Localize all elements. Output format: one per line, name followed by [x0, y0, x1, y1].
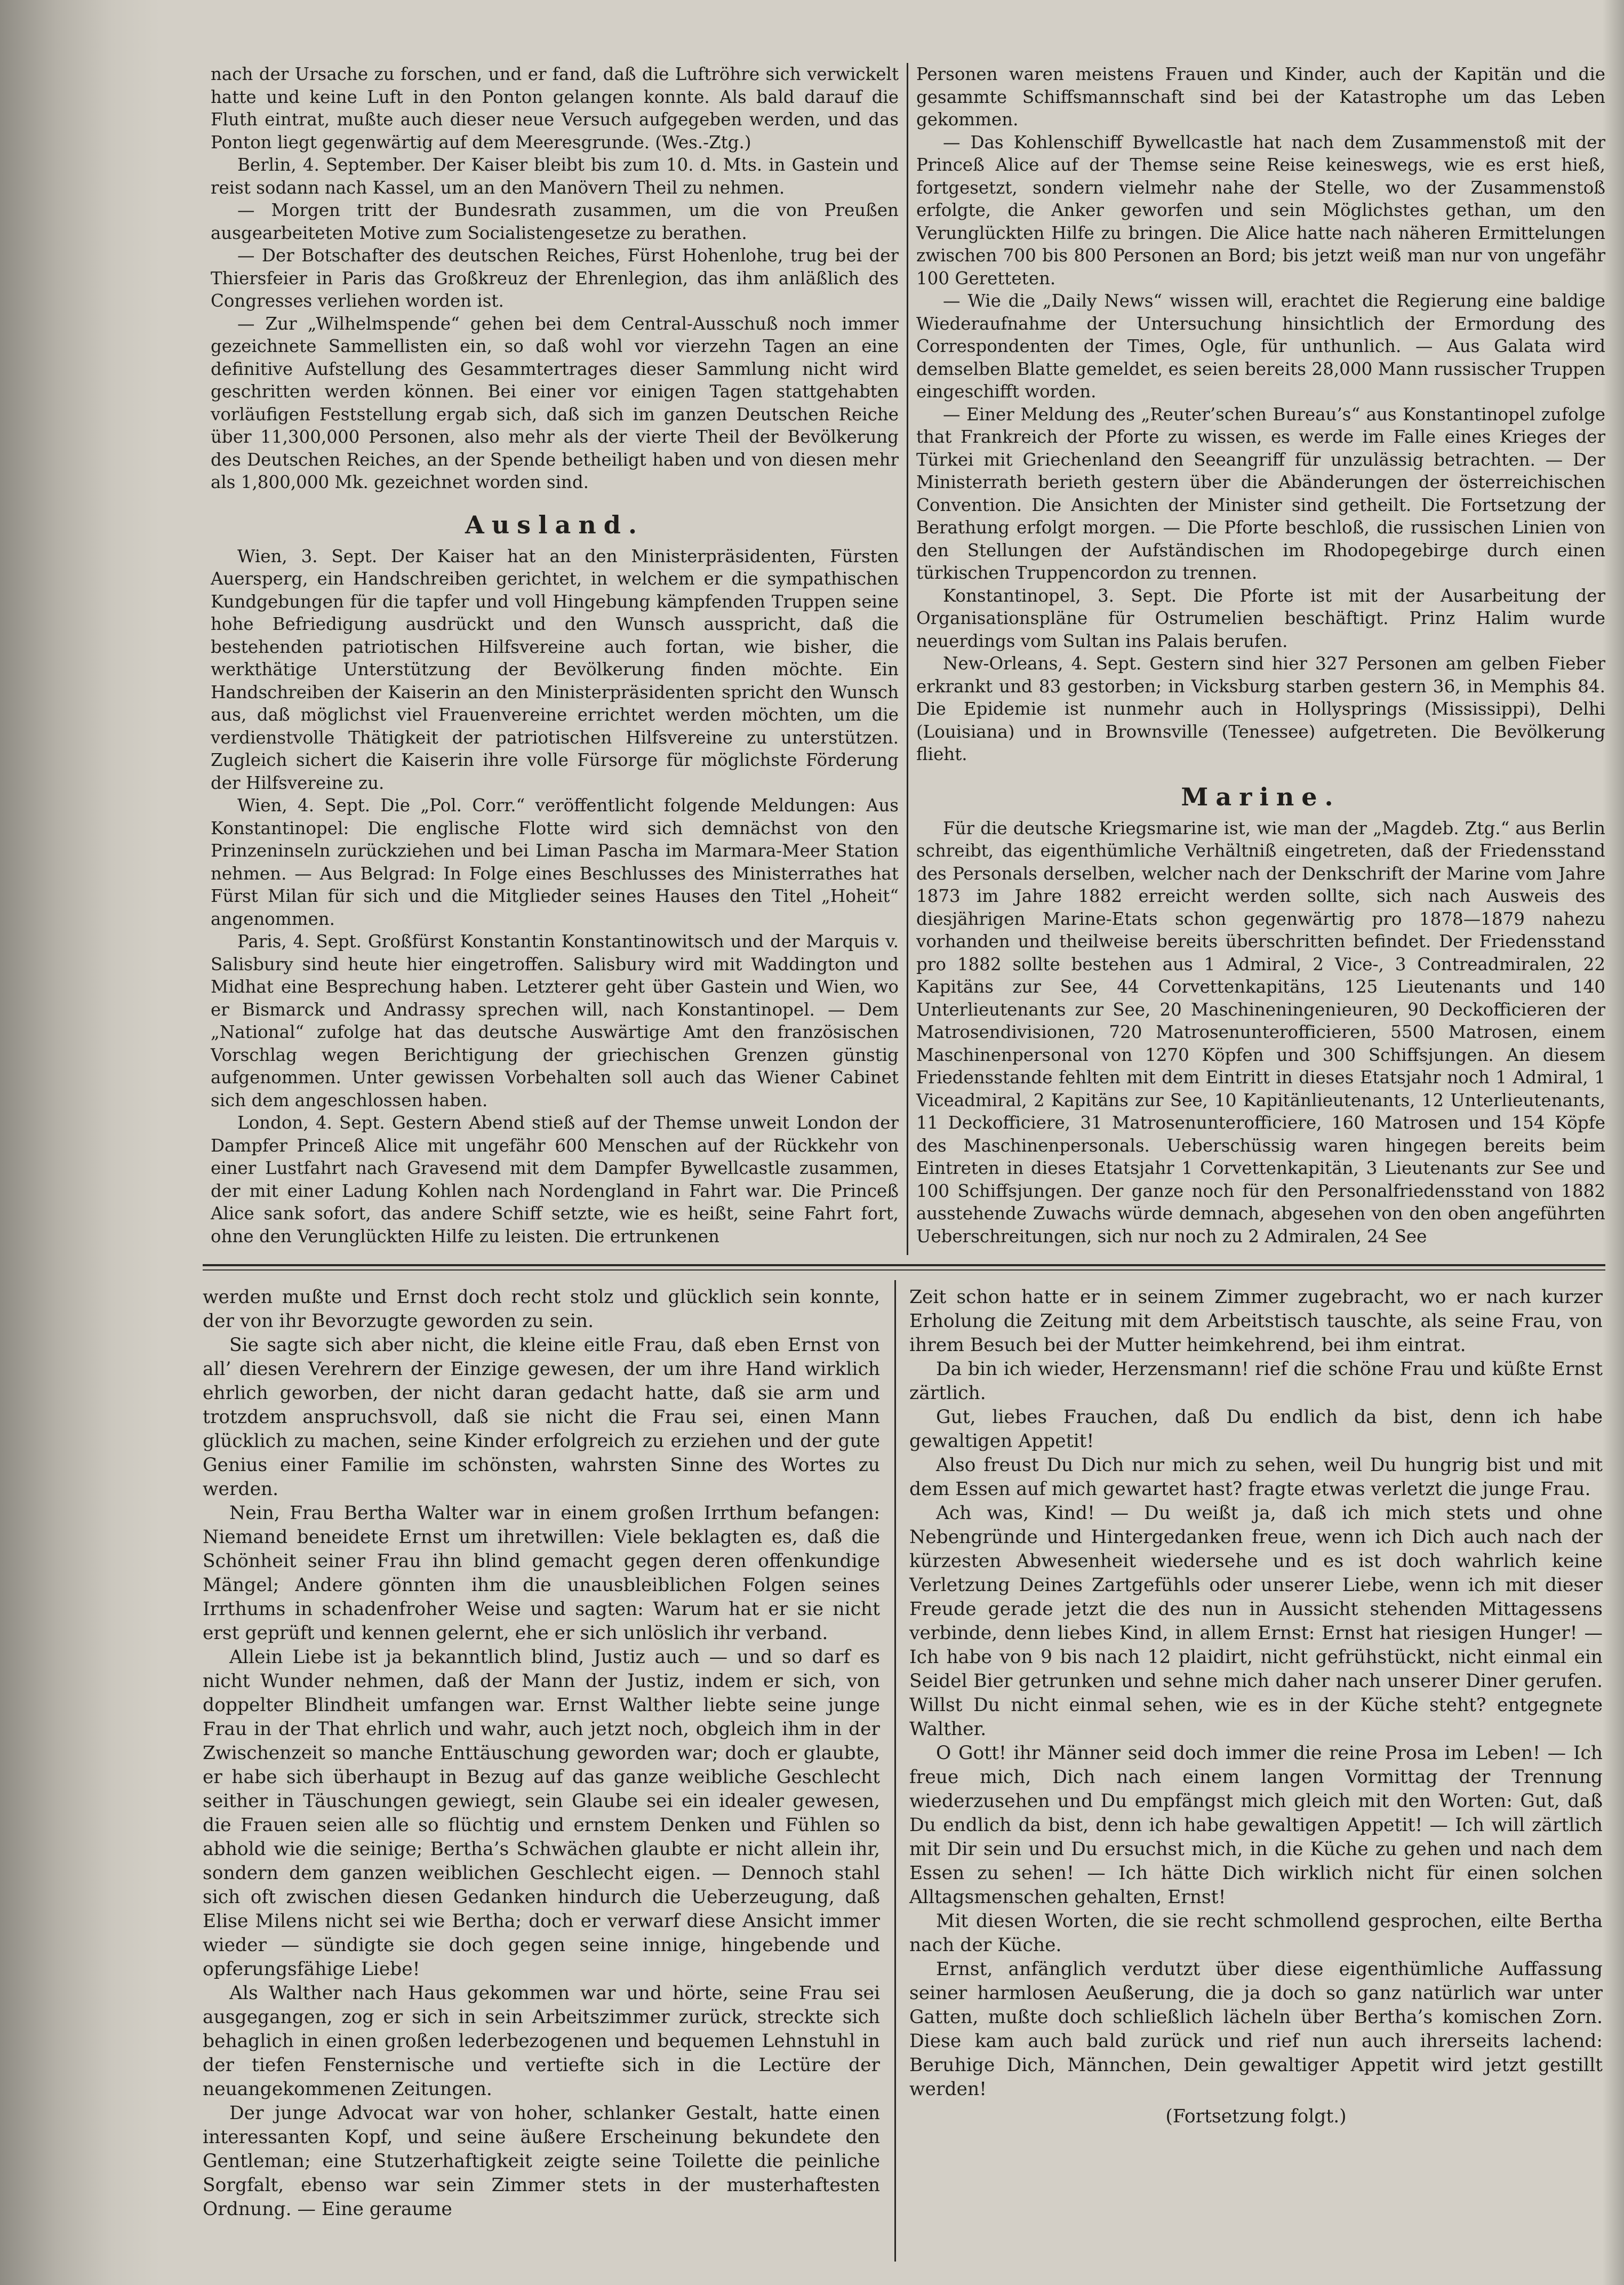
article-paragraph: — Der Botschafter des deutschen Reiches, Fürst Hohenlohe, trug bei der Thiersfeier in Paris das Großkreuz der Ehrenlegion, das ihm anläßlich des Congresses verliehen worden ist. [211, 245, 899, 311]
horizontal-rule-main [203, 1264, 1605, 1266]
article-paragraph: — Einer Meldung des „Reuter’schen Bureau’s“ aus Konstantinopel zufolge that Frankreich der Pforte zu wissen, es werde im Falle eines Krieges der Türkei mit Griechenland den Seeangriff für unzulässig betrachten. — Der Ministerrath berieth gestern über die Abänderungen der österreichischen Convention. Die Ansichten der Minister sind getheilt. Die Fortsetzung der Berathung erfolgt morgen. — Die Pforte beschloß, die russischen Linien von den Stellungen der Aufständischen im Rhodopegebirge durch einen türkischen Truppencordon zu trennen. [916, 404, 1605, 583]
story-paragraph: Der junge Advocat war von hoher, schlanker Gestalt, hatte einen interessanten Kopf, und seine äußere Erscheinung bekundete den Gentleman; eine Stutzerhaftigkeit zeigte seine Toilette die peinliche Sorgfalt, ebenso war sein Zimmer stets in der musterhaftesten Ordnung. — Eine geraume [203, 2103, 880, 2220]
news-item: Wien, 3. Sept. Der Kaiser hat an den Ministerpräsidenten, Fürsten Auersperg, ein Handschreiben gerichtet, in welchem er die sympathischen Kundgebungen für die tapfer und voll Hingebung kämpfenden Truppen seine hohe Befriedigung ausdrückt und den Wunsch ausspricht, daß die bestehenden patriotischen Hilfsvereine auch fortan, wie bisher, die werkthätige Unterstützung der Bevölkerung finden möchte. Ein Handschreiben der Kaiserin an den Ministerpräsidenten spricht den Wunsch aus, daß möglichst viel Frauenvereine errichtet werden möchten, um die verdienstvolle Thätigkeit der patriotischen Hilfsvereine zu unterstützen. Zugleich sichert die Kaiserin ihre volle Fürsorge für möglichste Förderung der Hilfsvereine zu. [211, 546, 899, 793]
news-item: London, 4. Sept. Gestern Abend stieß auf der Themse unweit London der Dampfer Princeß Alice mit ungefähr 600 Menschen auf der Rückkehr von einer Lustfahrt nach Gravesend mit dem Dampfer Bywellcastle zusammen, der mit einer Ladung Kohlen nach Nordengland in Fahrt war. Die Princeß Alice sank sofort, das andere Schiff setzte, wie es heißt, seine Fahrt fort, ohne den Verunglückten Hilfe zu leisten. Die ertrunkenen [211, 1113, 899, 1247]
column-top-left [211, 63, 899, 1255]
article-paragraph: Berlin, 4. September. Der Kaiser bleibt bis zum 10. d. Mts. in Gastein und reist sodann nach Kassel, um an den Manövern Theil zu nehmen. [211, 155, 899, 198]
page-spine-shadow [0, 0, 160, 2285]
news-item: Wien, 4. Sept. Die „Pol. Corr.“ veröffentlicht folgende Meldungen: Aus Konstantinopel: Die englische Flotte wird sich demnächst von den Prinzeninseln zurückziehen und bei Liman Pascha im Marmara-Meer Station nehmen. — Aus Belgrad: In Folge eines Beschlusses des Ministerrathes hat Fürst Milan für sich und die Mitglieder seines Hauses den Titel „Hoheit“ angenommen. [211, 795, 899, 929]
article-paragraph: Personen waren meistens Frauen und Kinder, auch der Kapitän und die gesammte Schiffsmannschaft sind bei der Katastrophe um das Leben gekommen. [916, 64, 1605, 130]
story-paragraph: Da bin ich wieder, Herzensmann! rief die schöne Frau und küßte Ernst zärtlich. [909, 1359, 1603, 1404]
news-item: Paris, 4. Sept. Großfürst Konstantin Konstantinowitsch und der Marquis v. Salisbury sind heute hier eingetroffen. Salisbury wird mit Waddington und Midhat eine Besprechung haben. Letzterer geht über Gastein und Wien, wo er Bismarck und Andrassy sprechen will, nach Konstantinopel. — Dem „National“ zufolge hat das deutsche Auswärtige Amt den französischen Vorschlag wegen Berichtigung der griechischen Grenzen günstig aufgenommen. Unter gewissen Vorbehalten soll auch das Wiener Cabinet sich dem angeschlossen haben. [211, 931, 899, 1110]
column-bottom-right [909, 1285, 1603, 2262]
article-paragraph: — Wie die „Daily News“ wissen will, erachtet die Regierung eine baldige Wiederaufnahme der Untersuchung hinsichtlich der Ermordung des Correspondenten der Times, Ogle, für unthunlich. — Aus Galata wird demselben Blatte gemeldet, es seien bereits 28,000 Mann russischer Truppen eingeschifft worden. [916, 291, 1605, 402]
horizontal-rule-main-inner [203, 1269, 1605, 1271]
story-paragraph: O Gott! ihr Männer seid doch immer die reine Prosa im Leben! — Ich freue mich, Dich nach einem langen Vormittag der Trennung wiederzusehen und Du empfängst mich gleich mit den Worten: Gut, daß Du endlich da bist, denn ich habe gewaltigen Appetit! — Ich will zärtlich mit Dir sein und Du ersuchst mich, in die Küche zu gehen und nach dem Essen zu sehen! — Ich hätte Dich wirklich nicht für einen solchen Alltagsmenschen gehalten, Ernst! [909, 1743, 1603, 1908]
column-divider-top [907, 63, 908, 1255]
section-heading-marine: Marine. [1181, 782, 1341, 811]
article-paragraph: nach der Ursache zu forschen, und er fand, daß die Luftröhre sich verwickelt hatte und keine Luft in den Ponton gelangen konnte. Als bald darauf die Fluth eintrat, mußte auch dieser neue Versuch aufgegeben werden, und das Ponton liegt gegenwärtig auf dem Meeresgrunde. (Wes.-Ztg.) [211, 64, 899, 153]
story-paragraph: Gut, liebes Frauchen, daß Du endlich da bist, denn ich habe gewaltigen Appetit! [909, 1407, 1603, 1452]
column-divider-bottom [894, 1280, 896, 2262]
news-item: New-Orleans, 4. Sept. Gestern sind hier 327 Personen am gelben Fieber erkrankt und 83 gestorben; in Vicksburg starben gestern 36, in Memphis 84. Die Epidemie ist nunmehr auch in Hollysprings (Mississippi), Delhi (Louisiana) und in Brownsville (Tenessee) aufgetreten. Die Bevölkerung flieht. [916, 653, 1605, 764]
continuation-note: (Fortsetzung folgt.) [1165, 2106, 1347, 2127]
story-paragraph: Nein, Frau Bertha Walter war in einem großen Irrthum befangen: Niemand beneidete Ernst um ihretwillen: Viele beklagten es, daß die Schönheit seiner Frau ihn blind gemacht gegen deren offenkundige Mängel; Andere gönnten ihm die unausbleiblichen Folgen seines Irrthums in schadenfroher Weise und sagten: Warum hat er sie nicht erst geprüft und kennen gelernt, ehe er sich unlöslich ihr verband. [203, 1503, 880, 1644]
column-top-right [916, 63, 1605, 1255]
section-heading-ausland: Ausland. [465, 510, 644, 539]
page-edge-shadow [1603, 0, 1624, 2285]
article-paragraph: — Morgen tritt der Bundesrath zusammen, um die von Preußen ausgearbeiteten Motive zum Socialistengesetze zu berathen. [211, 200, 899, 243]
article-paragraph: — Das Kohlenschiff Bywellcastle hat nach dem Zusammenstoß mit der Princeß Alice auf der Themse seine Reise keineswegs, wie es erst hieß, fortgesetzt, sondern vielmehr nahe der Stelle, wo der Zusammenstoß erfolgte, die Anker geworfen und sein Möglichstes gethan, um den Verunglückten Hilfe zu bringen. Die Alice hatte nach näheren Ermittelungen zwischen 700 bis 800 Personen an Bord; bis jetzt weiß man nur von ungefähr 100 Geretteten. [916, 132, 1605, 289]
story-paragraph: Allein Liebe ist ja bekanntlich blind, Justiz auch — und so darf es nicht Wunder nehmen, daß der Mann der Justiz, indem er sich, von doppelter Blindheit umfangen war. Ernst Walther liebte seine junge Frau in der That ehrlich und wahr, auch jetzt noch, obgleich ihm in der Zwischenzeit so manche Enttäuschung geworden war; doch er glaubte, er habe sich überhaupt in Bezug auf das ganze weibliche Geschlecht seither in Täuschungen gewiegt, sein Glaube sei ein idealer gewesen, die Frauen seien alle so flüchtig und ernstem Denken und Fühlen so abhold wie die seinige; Bertha’s Schwächen glaubte er nicht allein ihr, sondern dem ganzen weiblichen Geschlecht eigen. — Dennoch stahl sich oft zwischen diesen Gedanken hindurch die Ueberzeugung, daß Elise Milens nicht sei wie Bertha; doch er verwarf diese Ansicht immer wieder — sündigte sie doch gegen seine innige, hingebende und opferungsfähige Liebe! [203, 1647, 880, 1980]
story-paragraph: Ernst, anfänglich verdutzt über diese eigenthümliche Auffassung seiner harmlosen Aeußerung, die ja doch so ganz natürlich war unter Gatten, mußte doch schließlich lächeln über Bertha’s komischen Zorn. Diese kam auch bald zurück und rief nun auch ihrerseits lachend: Beruhige Dich, Männchen, Dein gewaltiger Appetit wird jetzt gestillt werden! [909, 1959, 1603, 2100]
story-paragraph: werden mußte und Ernst doch recht stolz und glücklich sein konnte, der von ihr Bevorzugte geworden zu sein. [203, 1287, 880, 1332]
news-item: Konstantinopel, 3. Sept. Die Pforte ist mit der Ausarbeitung der Organisationspläne für Ostrumelien beschäftigt. Prinz Halim wurde neuerdings vom Sultan ins Palais berufen. [916, 585, 1605, 651]
story-paragraph: Mit diesen Worten, die sie recht schmollend gesprochen, eilte Bertha nach der Küche. [909, 1911, 1603, 1956]
column-bottom-left [203, 1285, 880, 2262]
article-paragraph: Für die deutsche Kriegsmarine ist, wie man der „Magdeb. Ztg.“ aus Berlin schreibt, das eigenthümliche Verhältniß eingetreten, daß der Friedensstand des Personals derselben, welcher nach der Denkschrift der Marine vom Jahre 1873 im Jahre 1882 erreicht werden sollte, sich nach Ausweis des diesjährigen Marine-Etats schon gegenwärtig pro 1878—1879 nahezu vorhanden und theilweise bereits überschritten befindet. Der Friedensstand pro 1882 sollte bestehen aus 1 Admiral, 2 Vice-, 3 Contreadmiralen, 22 Kapitäns zur See, 44 Corvettenkapitäns, 125 Lieutenants und 140 Unterlieutenants zur See, 20 Maschineningenieuren, 90 Deckofficieren der Matrosendivisionen, 720 Matrosenunterofficieren, 5500 Matrosen, einem Maschinenpersonal von 1270 Köpfen und 300 Schiffsjungen. An diesem Friedensstande fehlten mit dem Eintritt in dieses Etatsjahr noch 1 Admiral, 1 Viceadmiral, 2 Kapitäns zur See, 10 Kapitänlieutenants, 12 Unterlieutenants, 11 Deckofficiere, 31 Matrosenunterofficiere, 160 Matrosen und 154 Köpfe des Maschinenpersonals. Ueberschüssig waren hingegen bereits beim Eintreten in dieses Etatsjahr 1 Corvettenkapitän, 3 Lieutenants zur See und 100 Schiffsjungen. Der ganze noch für den Personalfriedensstand von 1882 ausstehende Zuwachs würde demnach, abgesehen von den oben angeführten Ueberschreitungen, sich nur noch zu 2 Admiralen, 24 See [916, 818, 1605, 1247]
story-paragraph: Ach was, Kind! — Du weißt ja, daß ich mich stets und ohne Nebengründe und Hintergedanken freue, wenn ich Dich auch nach der kürzesten Abwesenheit wiedersehe und es ist doch wahrlich keine Verletzung Deines Zartgefühls oder unserer Liebe, wenn ich mit dieser Freude gerade jetzt die des nun in Aussicht stehenden Mittagessens verbinde, denn liebes Kind, in allem Ernst: Ernst hat riesigen Hunger! — Ich habe von 9 bis nach 12 plaidirt, nicht gefrühstückt, nicht einmal ein Seidel Bier getrunken und sehne mich daher nach unserer Diner gerufen. Willst Du nicht einmal sehen, wie es in der Küche steht? entgegnete Walther. [909, 1503, 1603, 1740]
story-paragraph: Also freust Du Dich nur mich zu sehen, weil Du hungrig bist und mit dem Essen auf mich gewartet hast? fragte etwas verletzt die junge Frau. [909, 1455, 1603, 1500]
story-paragraph: Als Walther nach Haus gekommen war und hörte, seine Frau sei ausgegangen, zog er sich in sein Arbeitszimmer zurück, streckte sich behaglich in einen großen lederbezogenen und bequemen Lehnstuhl in der tiefen Fensternische und vertiefte sich in die Lectüre der neuangekommenen Zeitungen. [203, 1983, 880, 2100]
story-paragraph: Sie sagte sich aber nicht, die kleine eitle Frau, daß eben Ernst von all’ diesen Verehrern der Einzige gewesen, der um ihre Hand wirklich ehrlich geworben, der nicht daran gedacht hatte, daß sie arm und trotzdem anspruchsvoll, daß sie nicht die Frau sei, einen Mann glücklich zu machen, seine Kinder erfolgreich zu erziehen und der gute Genius einer Familie im schönsten, wahrsten Sinne des Wortes zu werden. [203, 1335, 880, 1500]
story-paragraph: Zeit schon hatte er in seinem Zimmer zugebracht, wo er nach kurzer Erholung die Zeitung mit dem Arbeitstisch tauschte, als seine Frau, von ihrem Besuch bei der Mutter heimkehrend, bei ihm eintrat. [909, 1287, 1603, 1356]
article-paragraph: — Zur „Wilhelmspende“ gehen bei dem Central-Ausschuß noch immer gezeichnete Sammellisten ein, so daß wohl vor vierzehn Tagen an eine definitive Aufstellung des Gesammtertrages dieser Sammlung nicht wird geschritten werden können. Bei einer vor einigen Tagen stattgehabten vorläufigen Feststellung ergab sich, daß sich im ganzen Deutschen Reiche über 11,300,000 Personen, also mehr als der vierte Theil der Bevölkerung des Deutschen Reiches, an der Spende betheiligt haben und von diesen mehr als 1,800,000 Mk. gezeichnet worden sind. [211, 313, 899, 492]
